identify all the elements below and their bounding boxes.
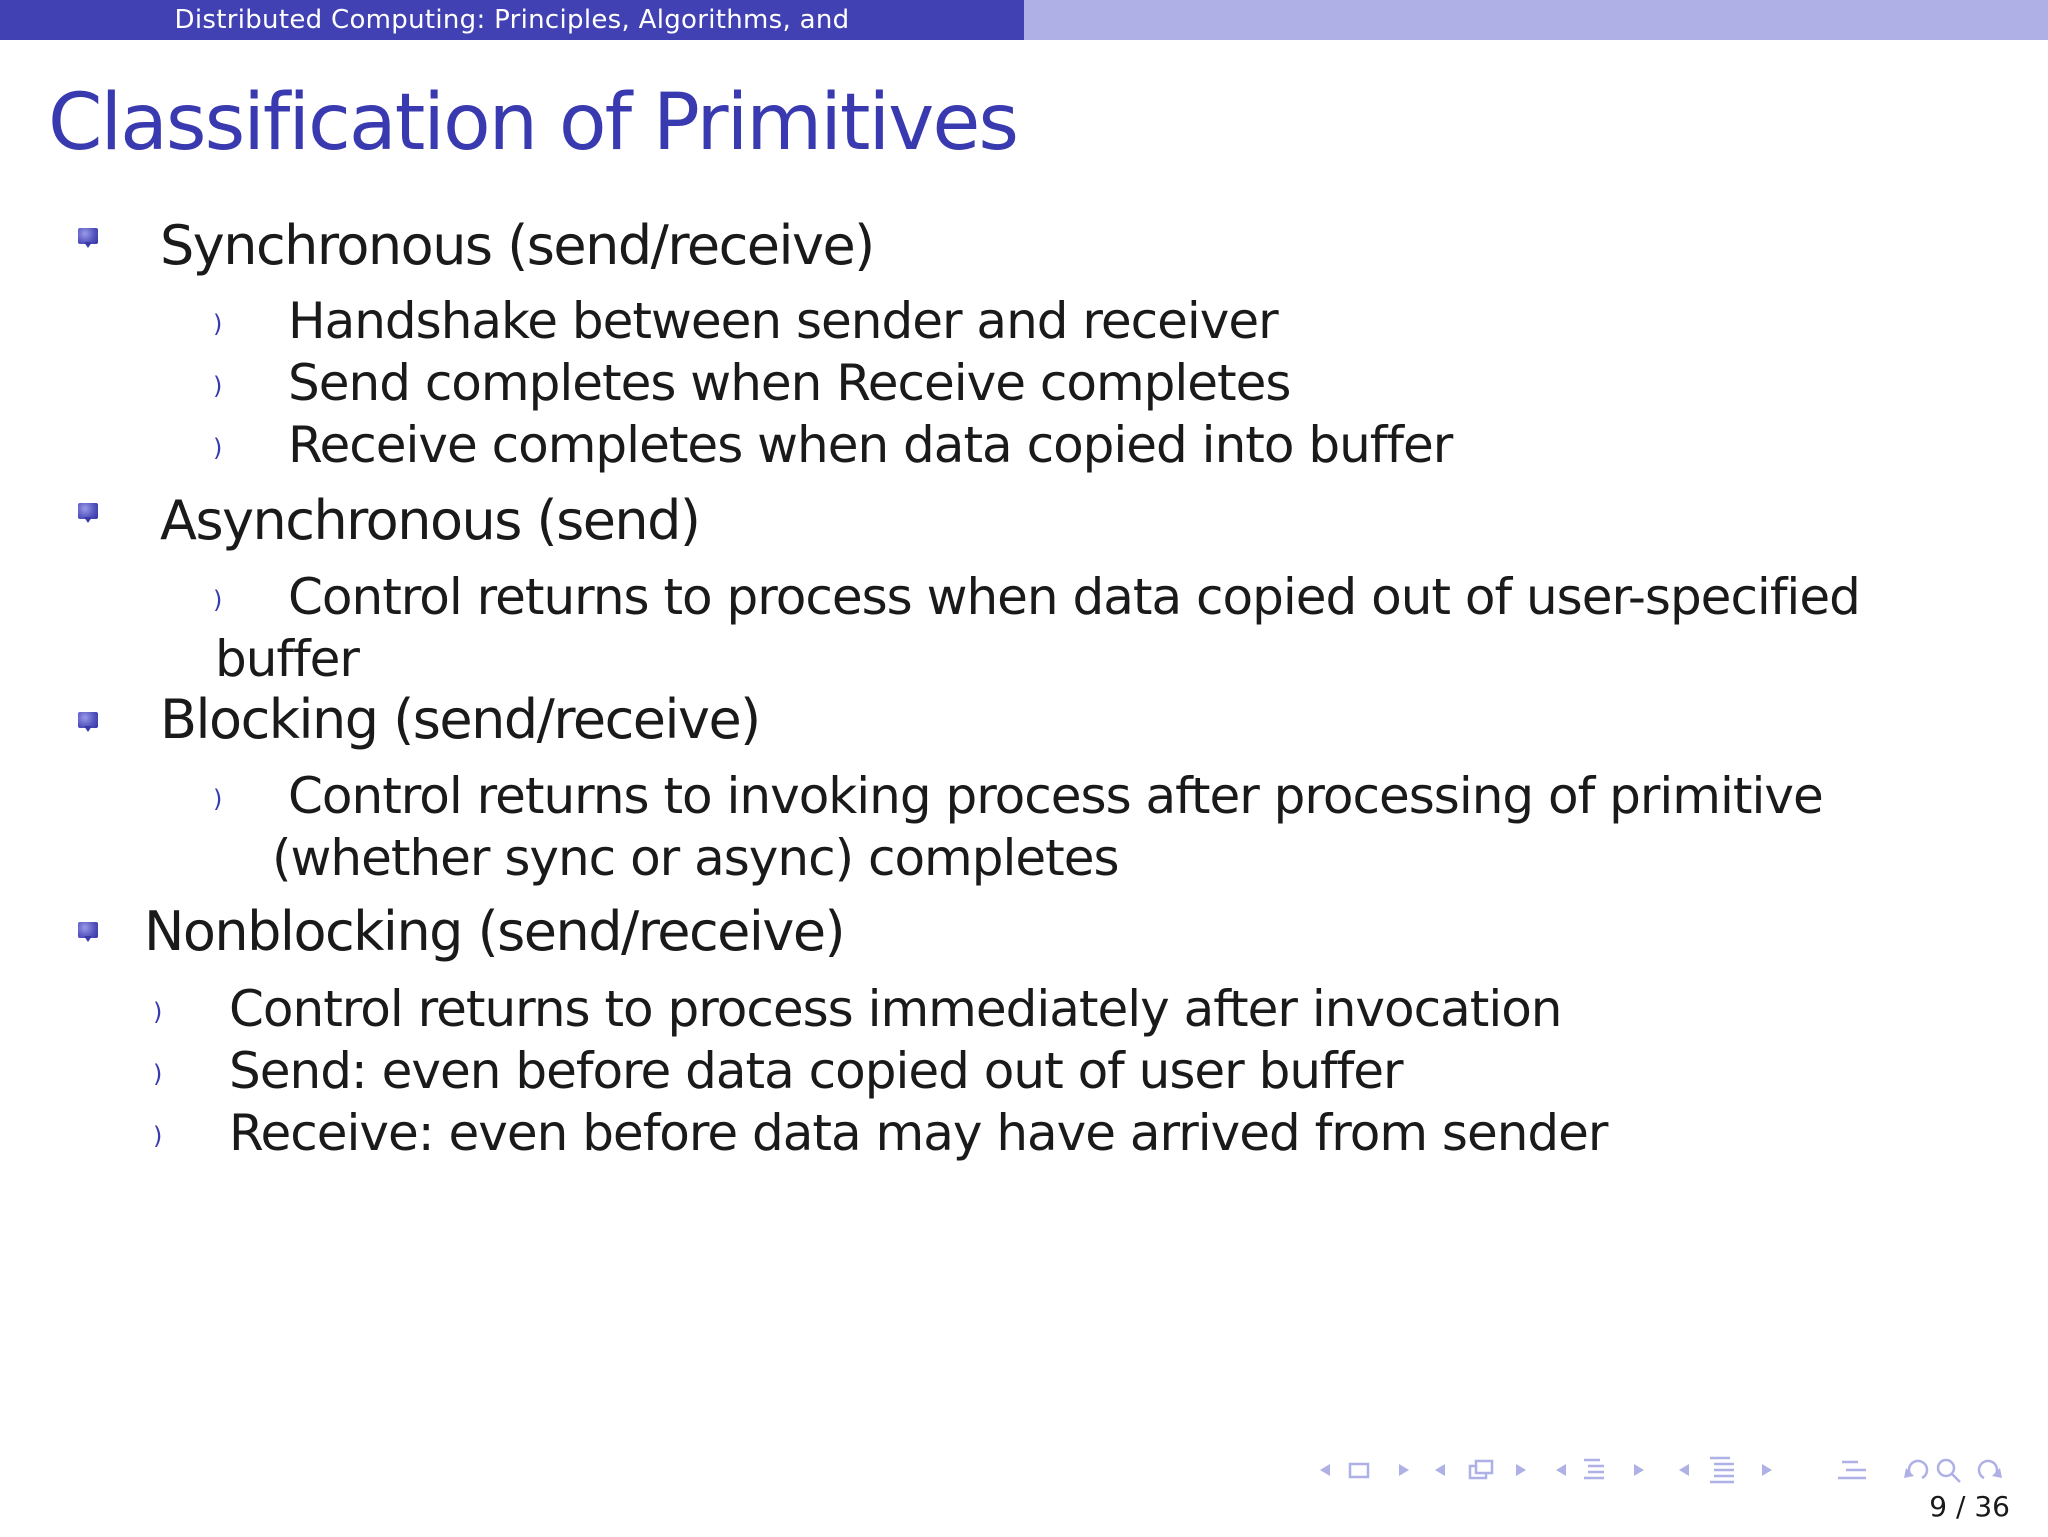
subitem-control-returns-blocking: Control returns to invoking process after processing of primitive xyxy=(288,767,1823,825)
arrow-bullet-icon: ) xyxy=(213,785,223,813)
nav-prev-part-icon xyxy=(1679,1464,1689,1476)
bullet-icon xyxy=(78,503,98,523)
nav-part-icon xyxy=(1710,1458,1734,1482)
nav-prev-section-icon xyxy=(1556,1464,1566,1476)
page-total: 36 xyxy=(1974,1490,2010,1523)
nav-section-icon xyxy=(1584,1460,1604,1478)
arrow-bullet-icon: ) xyxy=(153,1122,163,1150)
nav-frame-icon xyxy=(1350,1464,1368,1477)
arrow-bullet-icon: ) xyxy=(213,434,223,462)
subitem-control-returns-immediately: Control returns to process immediately after invocation xyxy=(229,980,1562,1038)
subitem-control-returns-async: Control returns to process when data copied out of user-specified xyxy=(288,568,1860,626)
page-separator: / xyxy=(1956,1490,1966,1523)
page-current: 9 xyxy=(1929,1490,1948,1523)
page-number xyxy=(1929,1490,2010,1523)
nav-next-subsection-icon xyxy=(1516,1464,1526,1476)
subitem-receive-completes: Receive completes when data copied into buffer xyxy=(288,416,1453,474)
navigation-symbols xyxy=(1310,1446,2030,1486)
bullet-icon xyxy=(78,228,98,248)
header-title[interactable]: Distributed Computing: Principles, Algorithms, and xyxy=(174,5,850,35)
nav-next-frame-icon xyxy=(1399,1464,1409,1476)
bullet-synchronous: Synchronous (send/receive) xyxy=(160,214,874,277)
nav-prev-subsection-icon xyxy=(1435,1464,1445,1476)
subitem-receive-even-before: Receive: even before data may have arrived from sender xyxy=(229,1104,1608,1162)
subitem-handshake: Handshake between sender and receiver xyxy=(288,292,1278,350)
bullet-icon xyxy=(78,712,98,732)
subitem-control-returns-blocking-cont: (whether sync or async) completes xyxy=(272,829,1119,887)
nav-prev-frame-icon xyxy=(1320,1464,1330,1476)
nav-next-section-icon xyxy=(1634,1464,1644,1476)
bullet-asynchronous: Asynchronous (send) xyxy=(160,489,700,552)
slide-title: Classification of Primitives xyxy=(48,78,1017,168)
arrow-bullet-icon: ) xyxy=(153,998,163,1026)
bullet-blocking: Blocking (send/receive) xyxy=(160,688,760,751)
nav-search-icon xyxy=(1938,1460,1954,1476)
bullet-icon xyxy=(78,922,98,942)
arrow-bullet-icon: ) xyxy=(213,310,223,338)
nav-align-icon xyxy=(1838,1462,1866,1478)
arrow-bullet-icon: ) xyxy=(213,586,223,614)
subitem-send-completes: Send completes when Receive completes xyxy=(288,354,1291,412)
nav-next-part-icon xyxy=(1762,1464,1772,1476)
arrow-bullet-icon: ) xyxy=(153,1060,163,1088)
arrow-bullet-icon: ) xyxy=(213,372,223,400)
subitem-control-returns-async-cont: buffer xyxy=(215,630,359,688)
bullet-nonblocking: Nonblocking (send/receive) xyxy=(144,900,845,963)
subitem-send-even-before: Send: even before data copied out of user buffer xyxy=(229,1042,1403,1100)
